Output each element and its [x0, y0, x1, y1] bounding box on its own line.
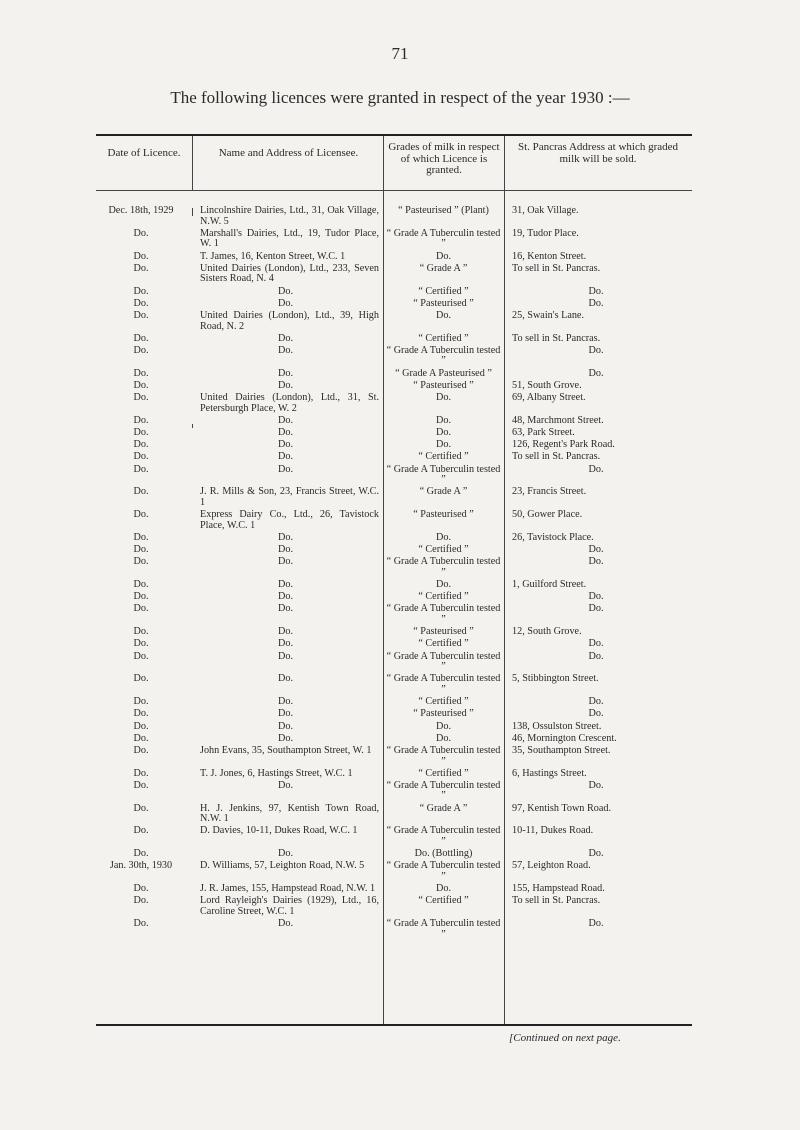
- licensee-name: Do.: [278, 720, 293, 732]
- sale-address: 46, Mornington Crescent.: [512, 732, 617, 744]
- table-row: [96, 533, 692, 544]
- licensee-name: Do.: [278, 463, 293, 475]
- milk-grade: Do.: [436, 309, 451, 321]
- sale-address: 57, Leighton Road.: [512, 860, 591, 872]
- milk-grade: “ Certified ”: [418, 332, 469, 344]
- sale-address: 25, Swain's Lane.: [512, 309, 585, 321]
- licensee-name: United Dairies (London), Ltd., 39, High Road, N. 2: [200, 309, 379, 332]
- table-row: [96, 440, 692, 451]
- milk-grade: “ Grade A Tuberculin tested ”: [386, 860, 501, 882]
- milk-grade: “ Grade A Tuberculin tested ”: [386, 344, 501, 367]
- licensee-name: United Dairies (London), Ltd., 233, Seven Sisters Road, N. 4: [200, 262, 379, 285]
- licensee-name: J. R. James, 155, Hampstead Road, N.W. 1: [200, 883, 376, 895]
- licences-table: [96, 134, 692, 1027]
- licence-date: Do.: [133, 486, 149, 498]
- sale-address: Do.: [588, 544, 604, 556]
- licence-date: Do.: [133, 262, 149, 274]
- licence-date: Do.: [133, 544, 149, 556]
- milk-grade: “ Pasteurised ”: [413, 509, 474, 521]
- table-row: [96, 769, 692, 780]
- licence-date: Do.: [133, 626, 149, 638]
- milk-grade: Do.: [436, 579, 451, 591]
- licence-date: Do.: [133, 732, 149, 744]
- table-body: [96, 206, 692, 942]
- licensee-name: Do.: [278, 285, 293, 297]
- licensee-name: Do.: [278, 367, 293, 379]
- licence-date: Do.: [133, 451, 149, 463]
- milk-grade: “ Grade A ”: [419, 486, 468, 498]
- table-row: [96, 826, 692, 847]
- table-row: [96, 487, 692, 508]
- licence-date: Do.: [133, 509, 149, 521]
- licensee-name: Lincolnshire Dairies, Ltd., 31, Oak Village, N.W. 5: [200, 205, 379, 227]
- milk-grade: Do.: [436, 883, 451, 895]
- sale-address: 48, Marchmont Street.: [512, 414, 604, 426]
- milk-grade: “ Certified ”: [418, 544, 469, 556]
- licensee-name: Do.: [278, 379, 293, 391]
- milk-grade: “ Certified ”: [418, 696, 469, 708]
- licence-date: Do.: [133, 392, 149, 404]
- licensee-name: Do.: [278, 673, 293, 685]
- table-row: [96, 346, 692, 367]
- milk-grade: “ Pasteurised ”: [413, 379, 474, 391]
- licence-date: Do.: [133, 297, 149, 309]
- header-name: Name and Address of Licensee.: [218, 147, 359, 159]
- header-date: Date of Licence.: [107, 147, 181, 159]
- milk-grade: “ Certified ”: [418, 638, 469, 650]
- licensee-name: Do.: [278, 414, 293, 426]
- licensee-name: Do.: [278, 918, 293, 930]
- licensee-name: Do.: [278, 544, 293, 556]
- sale-address: 26, Tavistock Place.: [512, 531, 594, 543]
- table-row: [96, 746, 692, 767]
- table-row: [96, 849, 692, 860]
- sale-address: Do.: [588, 708, 604, 720]
- table-row: [96, 861, 692, 882]
- header-divider: [192, 136, 193, 190]
- table-row: [96, 627, 692, 638]
- licence-date: Do.: [133, 379, 149, 391]
- licence-date: Do.: [133, 309, 149, 321]
- milk-grade: “ Grade A ”: [419, 802, 468, 814]
- milk-grade: “ Grade A Tuberculin tested ”: [386, 918, 501, 940]
- milk-grade: Do.: [436, 414, 451, 426]
- table-top-rule: [96, 134, 692, 136]
- licence-date: Do.: [133, 427, 149, 438]
- sale-address: Do.: [588, 638, 604, 650]
- licensee-name: Do.: [278, 297, 293, 309]
- table-row: [96, 428, 692, 439]
- table-row: [96, 734, 692, 745]
- licence-date: Do.: [133, 650, 149, 662]
- sale-address: Do.: [588, 696, 604, 708]
- table-row: [96, 804, 692, 825]
- table-row: [96, 229, 692, 250]
- table-row: [96, 465, 692, 486]
- licence-date: Do.: [133, 531, 149, 543]
- milk-grade: “ Grade A Tuberculin tested ”: [386, 463, 501, 486]
- header-address: St. Pancras Address at which graded milk will be sold.: [517, 141, 679, 165]
- milk-grade: Do.: [436, 427, 451, 438]
- licence-date: Do.: [133, 744, 149, 756]
- licensee-name: Do.: [278, 451, 293, 463]
- sale-address: To sell in St. Pancras.: [512, 332, 601, 344]
- licence-date: Dec. 18th, 1929: [108, 205, 174, 216]
- sale-address: Do.: [588, 848, 604, 860]
- sale-address: 97, Kentish Town Road.: [512, 802, 611, 814]
- sale-address: 10-11, Dukes Road.: [512, 825, 594, 837]
- sale-address: 138, Ossulston Street.: [512, 720, 602, 732]
- sale-address: Do.: [588, 650, 604, 662]
- milk-grade: Do.: [436, 720, 451, 732]
- sale-address: 23, Francis Street.: [512, 486, 587, 498]
- milk-grade: “ Grade A Tuberculin tested ”: [386, 603, 501, 626]
- licensee-name: J. R. Mills & Son, 23, Francis Street, W.C. 1: [200, 486, 379, 508]
- licence-date: Do.: [133, 883, 149, 895]
- milk-grade: Do. (Bottling): [414, 848, 473, 860]
- licensee-name: Do.: [278, 531, 293, 543]
- licensee-name: D. Williams, 57, Leighton Road, N.W. 5: [200, 860, 365, 872]
- milk-grade: Do.: [436, 531, 451, 543]
- licence-date: Do.: [133, 779, 149, 791]
- licence-date: Do.: [133, 439, 149, 451]
- licence-date: Do.: [133, 414, 149, 426]
- milk-grade: “ Grade A Tuberculin tested ”: [386, 227, 501, 250]
- licensee-name: D. Davies, 10-11, Dukes Road, W.C. 1: [200, 825, 358, 837]
- sale-address: Do.: [588, 779, 604, 791]
- licensee-name: Do.: [278, 638, 293, 650]
- licence-date: Do.: [133, 591, 149, 603]
- sale-address: Do.: [588, 918, 604, 930]
- continued-note: [Continued on next page.: [509, 1032, 621, 1044]
- licence-date: Do.: [133, 579, 149, 591]
- licence-date: Do.: [133, 344, 149, 356]
- milk-grade: “ Grade A Tuberculin tested ”: [386, 556, 501, 578]
- sale-address: 63, Park Street.: [512, 427, 575, 438]
- sale-address: 51, South Grove.: [512, 379, 582, 391]
- milk-grade: “ Pasteurised ”: [413, 708, 474, 720]
- licence-date: Do.: [133, 556, 149, 568]
- sale-address: 50, Gower Place.: [512, 509, 583, 521]
- licence-date: Do.: [133, 638, 149, 650]
- licensee-name: Do.: [278, 848, 293, 860]
- table-row: [96, 264, 692, 285]
- milk-grade: Do.: [436, 392, 451, 404]
- licensee-name: Do.: [278, 439, 293, 451]
- table-row: [96, 545, 692, 556]
- sale-address: Do.: [588, 556, 604, 568]
- milk-grade: “ Pasteurised ”: [413, 297, 474, 309]
- table-row: [96, 639, 692, 650]
- licence-date: Do.: [133, 367, 149, 379]
- milk-grade: “ Grade A Tuberculin tested ”: [386, 825, 501, 848]
- milk-grade: “ Certified ”: [418, 591, 469, 603]
- table-row: [96, 781, 692, 802]
- table-row: [96, 252, 692, 263]
- licensee-name: United Dairies (London), Ltd., 31, St. Petersburgh Place, W. 2: [200, 392, 379, 414]
- licence-date: Do.: [133, 603, 149, 615]
- milk-grade: “ Grade A Tuberculin tested ”: [386, 673, 501, 695]
- table-row: [96, 697, 692, 708]
- sale-address: Do.: [588, 285, 604, 297]
- table-row: [96, 652, 692, 673]
- milk-grade: Do.: [436, 732, 451, 744]
- table-row: [96, 557, 692, 578]
- licensee-name: Do.: [278, 732, 293, 744]
- table-row: [96, 674, 692, 695]
- table-row: [96, 592, 692, 603]
- sale-address: Do.: [588, 367, 604, 379]
- licensee-name: Do.: [278, 650, 293, 662]
- sale-address: Do.: [588, 344, 604, 356]
- licence-date: Do.: [133, 250, 149, 262]
- licensee-name: Express Dairy Co., Ltd., 26, Tavistock Place, W.C. 1: [200, 509, 379, 531]
- licensee-name: Do.: [278, 579, 293, 591]
- licensee-name: John Evans, 35, Southampton Street, W. 1: [200, 744, 372, 756]
- table-row: [96, 722, 692, 733]
- licensee-name: Do.: [278, 344, 293, 356]
- licence-date: Do.: [133, 463, 149, 475]
- table-row: [96, 299, 692, 310]
- licensee-name: Do.: [278, 332, 293, 344]
- milk-grade: “ Pasteurised ”: [413, 626, 474, 638]
- milk-grade: “ Pasteurised ” (Plant): [398, 205, 489, 216]
- table-row: [96, 287, 692, 298]
- table-bottom-rule: [96, 1024, 692, 1026]
- page-number: 71: [391, 44, 409, 63]
- licence-date: Do.: [133, 720, 149, 732]
- page-heading: The following licences were granted in respect of the year 1930 :—: [170, 88, 630, 107]
- sale-address: 16, Kenton Street.: [512, 250, 587, 262]
- header-grade: Grades of milk in respect of which Licence is granted.: [388, 141, 500, 176]
- table-row: [96, 369, 692, 380]
- sale-address: 35, Southampton Street.: [512, 744, 611, 756]
- sale-address: 1, Guilford Street.: [512, 579, 587, 591]
- sale-address: Do.: [588, 603, 604, 615]
- milk-grade: “ Grade A ”: [419, 262, 468, 274]
- licensee-name: Marshall's Dairies, Ltd., 19, Tudor Place, W. 1: [200, 227, 379, 250]
- licence-date: Do.: [133, 895, 149, 907]
- licence-date: Do.: [133, 696, 149, 708]
- licensee-name: H. J. Jenkins, 97, Kentish Town Road, N.W. 1: [200, 802, 379, 825]
- sale-address: To sell in St. Pancras.: [512, 895, 601, 907]
- table-row: [96, 393, 692, 414]
- sale-address: Do.: [588, 463, 604, 475]
- milk-grade: “ Grade A Tuberculin tested ”: [386, 650, 501, 673]
- licensee-name: T. James, 16, Kenton Street, W.C. 1: [200, 250, 346, 262]
- table-row: [96, 580, 692, 591]
- milk-grade: Do.: [436, 250, 451, 262]
- table-row: [96, 334, 692, 345]
- licence-date: Do.: [133, 767, 149, 779]
- sale-address: 126, Regent's Park Road.: [512, 439, 615, 451]
- header-rule: [96, 190, 692, 191]
- milk-grade: “ Grade A Tuberculin tested ”: [386, 744, 501, 767]
- sale-address: Do.: [588, 297, 604, 309]
- sale-address: To sell in St. Pancras.: [512, 262, 601, 274]
- table-row: [96, 452, 692, 463]
- table-row: [96, 510, 692, 531]
- milk-grade: “ Certified ”: [418, 767, 469, 779]
- licence-date: Do.: [133, 332, 149, 344]
- licence-date: Do.: [133, 673, 149, 685]
- licence-date: Do.: [133, 825, 149, 837]
- milk-grade: “ Certified ”: [418, 895, 469, 907]
- licence-date: Do.: [133, 285, 149, 297]
- licensee-name: Do.: [278, 427, 293, 438]
- table-row: [96, 416, 692, 427]
- milk-grade: “ Grade A Pasteurised ”: [395, 367, 492, 379]
- table-row: [96, 919, 692, 940]
- licensee-name: T. J. Jones, 6, Hastings Street, W.C. 1: [200, 767, 353, 779]
- licensee-name: Do.: [278, 626, 293, 638]
- milk-grade: Do.: [436, 439, 451, 451]
- sale-address: 69, Albany Street.: [512, 392, 586, 404]
- sale-address: 6, Hastings Street.: [512, 767, 587, 779]
- licence-date: Do.: [133, 708, 149, 720]
- licence-date: Do.: [133, 848, 149, 860]
- table-row: [96, 311, 692, 332]
- table-row: [96, 604, 692, 625]
- licence-date: Do.: [133, 227, 149, 239]
- licence-date: Do.: [133, 918, 149, 930]
- table-row: [96, 896, 692, 917]
- sale-address: To sell in St. Pancras.: [512, 451, 601, 463]
- table-row: [96, 709, 692, 720]
- sale-address: Do.: [588, 591, 604, 603]
- milk-grade: “ Certified ”: [418, 285, 469, 297]
- sale-address: 12, South Grove.: [512, 626, 582, 638]
- table-row: [96, 381, 692, 392]
- sale-address: 5, Stibbington Street.: [512, 673, 599, 685]
- licensee-name: Do.: [278, 779, 293, 791]
- sale-address: 31, Oak Village.: [512, 205, 579, 216]
- sale-address: 19, Tudor Place.: [512, 227, 579, 239]
- licensee-name: Do.: [278, 708, 293, 720]
- licensee-name: Lord Rayleigh's Dairies (1929), Ltd., 16, Caroline Street, W.C. 1: [200, 895, 379, 917]
- milk-grade: “ Certified ”: [418, 451, 469, 463]
- milk-grade: “ Grade A Tuberculin tested ”: [386, 779, 501, 802]
- licensee-name: Do.: [278, 603, 293, 615]
- table-row: [96, 884, 692, 895]
- licensee-name: Do.: [278, 696, 293, 708]
- sale-address: 155, Hampstead Road.: [512, 883, 605, 895]
- licensee-name: Do.: [278, 591, 293, 603]
- table-row: [96, 206, 692, 227]
- licensee-name: Do.: [278, 556, 293, 568]
- licence-date: Jan. 30th, 1930: [109, 860, 173, 872]
- licence-date: Do.: [133, 802, 149, 814]
